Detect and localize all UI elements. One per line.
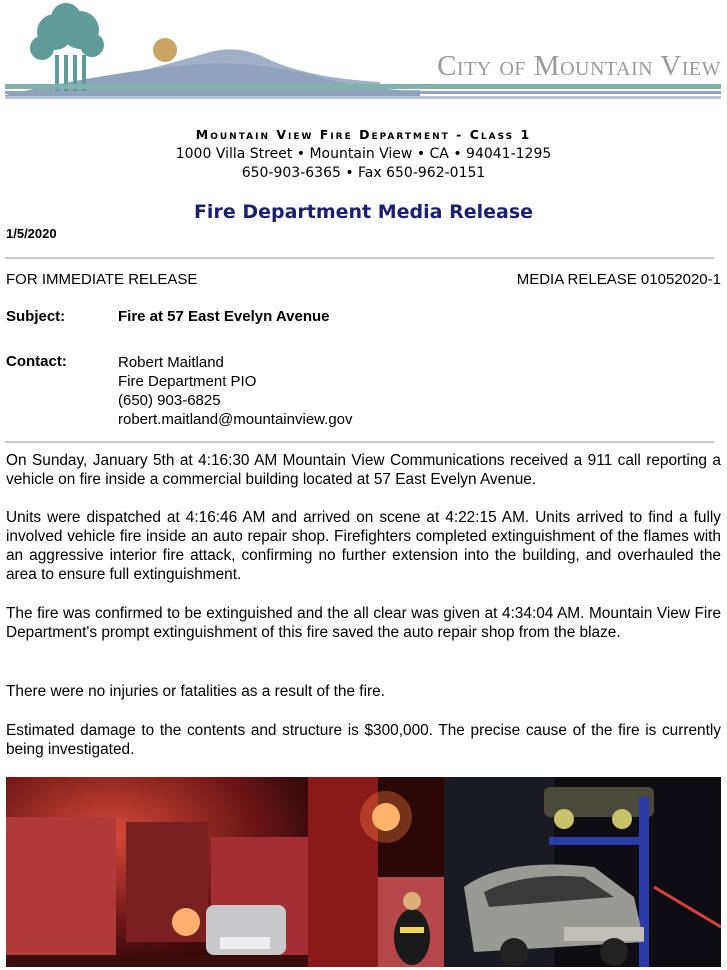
department-phone: 650-903-6365 • Fax 650-962-0151: [241, 165, 486, 181]
fire-photo-firefighter: [308, 777, 444, 967]
contact-block: [118, 353, 353, 429]
department-address: 1000 Villa Street • Mountain View • CA • 94041-1295: [175, 146, 552, 162]
fire-photo-building: [6, 777, 308, 967]
contact-phone: (650) 903-6825: [118, 392, 221, 409]
banner-stripe-blue: [5, 91, 721, 94]
banner-stripe-gray: [5, 96, 721, 99]
divider: [5, 441, 714, 443]
contact-name: Robert Maitland: [118, 354, 224, 371]
contact-label: Contact:: [6, 353, 67, 370]
photo-strip: [6, 777, 721, 967]
fire-photo-burned-car: [444, 777, 721, 967]
body-paragraph: The fire was confirmed to be extinguished and the all clear was given at 4:34:04 AM. Mountain View Fire Department's prompt extinguishment of this fire saved the auto repair shop from the blaze.: [6, 605, 721, 641]
media-release-number: MEDIA RELEASE 01052020-1: [516, 271, 721, 288]
page-title: Fire Department Media Release: [193, 201, 534, 223]
body-paragraph: On Sunday, January 5th at 4:16:30 AM Mountain View Communications received a 911 call reporting a vehicle on fire inside a commercial building located at 57 East Evelyn Avenue.: [6, 452, 721, 488]
department-name: Mountain View Fire Department - Class 1: [195, 127, 532, 142]
immediate-release-label: FOR IMMEDIATE RELEASE: [6, 271, 198, 288]
contact-email[interactable]: robert.maitland@mountainview.gov: [118, 411, 353, 428]
body-paragraph: Units were dispatched at 4:16:46 AM and arrived on scene at 4:22:15 AM. Units arrived to find a fully involved vehicle fire inside an auto repair shop. Firefighters completed extinguishment of the flames with an aggressive interior fire attack, confirming no further extension into the building, and overhauled the area to ensure full extinguishment.: [6, 509, 721, 583]
city-name: City of Mountain View: [437, 50, 721, 82]
body-paragraph: There were no injuries or fatalities as a result of the fire.: [6, 683, 385, 700]
banner-stripe-teal: [5, 84, 721, 89]
divider: [5, 257, 714, 259]
logo-sun: [153, 38, 177, 62]
header-banner: [0, 0, 727, 110]
release-date: 1/5/2020: [6, 226, 57, 241]
subject-value: Fire at 57 East Evelyn Avenue: [118, 308, 330, 325]
body-paragraph: Estimated damage to the contents and structure is $300,000. The precise cause of the fire is currently being investigated.: [6, 722, 721, 758]
contact-title: Fire Department PIO: [118, 373, 257, 390]
subject-label: Subject:: [6, 308, 66, 325]
